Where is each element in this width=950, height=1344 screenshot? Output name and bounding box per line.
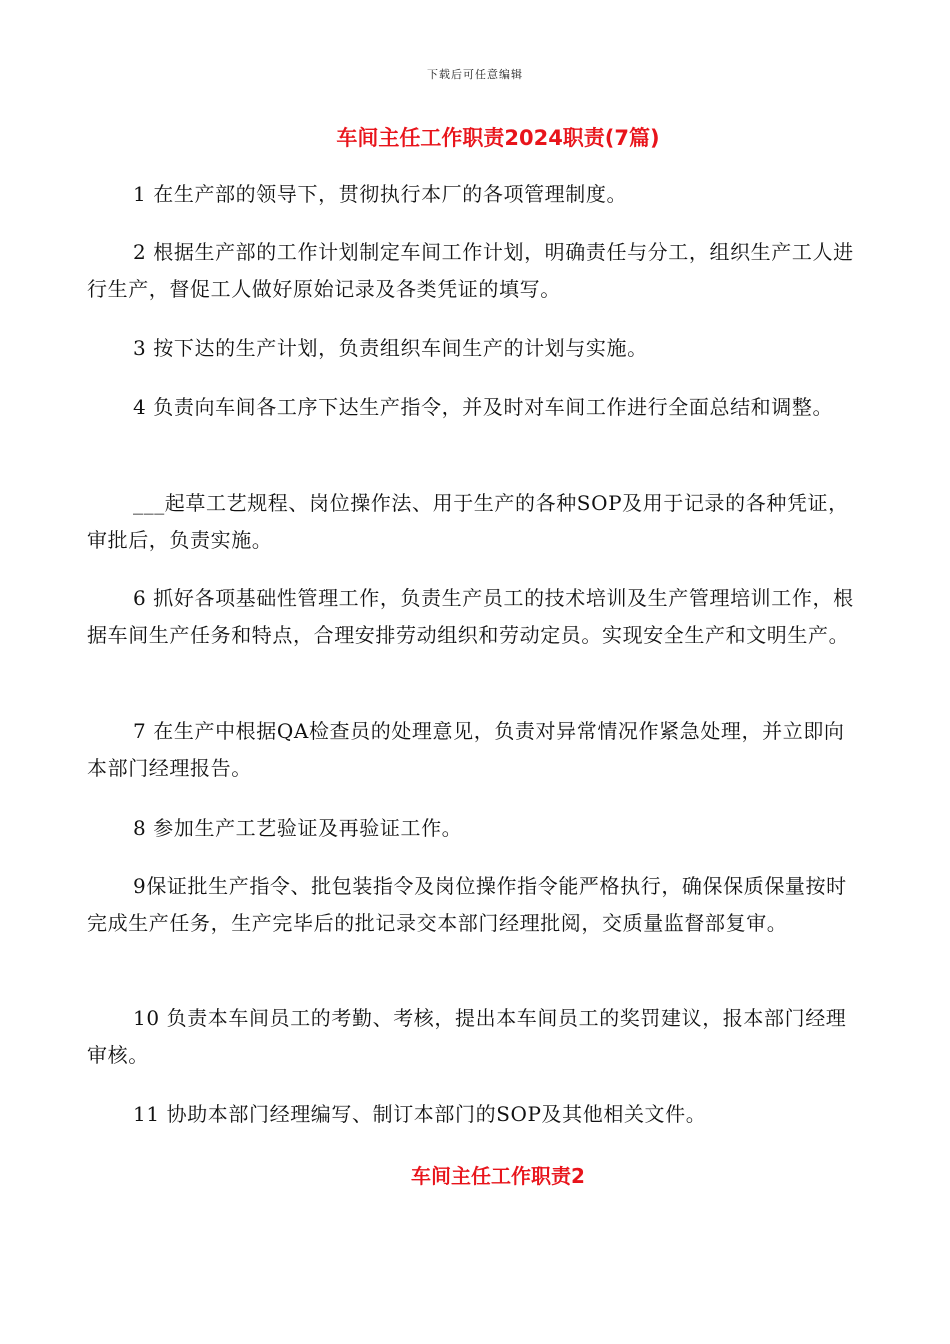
paragraph-1: 1 在生产部的领导下，贯彻执行本厂的各项管理制度。 (133, 182, 628, 206)
paragraph-3: 3 按下达的生产计划，负责组织车间生产的计划与实施。 (133, 336, 648, 360)
paragraph-10: 10 负责本车间员工的考勤、考核，提出本车间员工的奖罚建议，报本部门经理审核。 (87, 1006, 847, 1067)
paragraph-6: 6 抓好各项基础性管理工作，负责生产员工的技术培训及生产管理培训工作，根据车间生产任务和特点，合理安排劳动组织和劳动定员。实现安全生产和文明生产。 (87, 586, 854, 647)
paragraph-8: 8 参加生产工艺验证及再验证工作。 (133, 816, 463, 840)
section-title: 车间主任工作职责2 (411, 1164, 585, 1188)
paragraph-5: ___起草工艺规程、岗位操作法、用于生产的各种SOP及用于记录的各种凭证，审批后，负责实施。 (87, 491, 849, 552)
paragraph-9: 9保证批生产指令、批包装指令及岗位操作指令能严格执行，确保保质保量按时完成生产任务，生产完毕后的批记录交本部门经理批阅，交质量监督部复审。 (87, 874, 847, 935)
paragraph-11: 11 协助本部门经理编写、制订本部门的SOP及其他相关文件。 (133, 1102, 707, 1126)
paragraph-7: 7 在生产中根据QA检查员的处理意见，负责对异常情况作紧急处理，并立即向本部门经理报告。 (87, 719, 845, 780)
paragraph-4: 4 负责向车间各工序下达生产指令，并及时对车间工作进行全面总结和调整。 (133, 395, 834, 419)
document-title: 车间主任工作职责2024职责(7篇) (336, 126, 660, 150)
header-note: 下载后可任意编辑 (427, 68, 523, 81)
paragraph-2: 2 根据生产部的工作计划制定车间工作计划，明确责任与分工，组织生产工人进行生产，督促工人做好原始记录及各类凭证的填写。 (87, 240, 854, 301)
